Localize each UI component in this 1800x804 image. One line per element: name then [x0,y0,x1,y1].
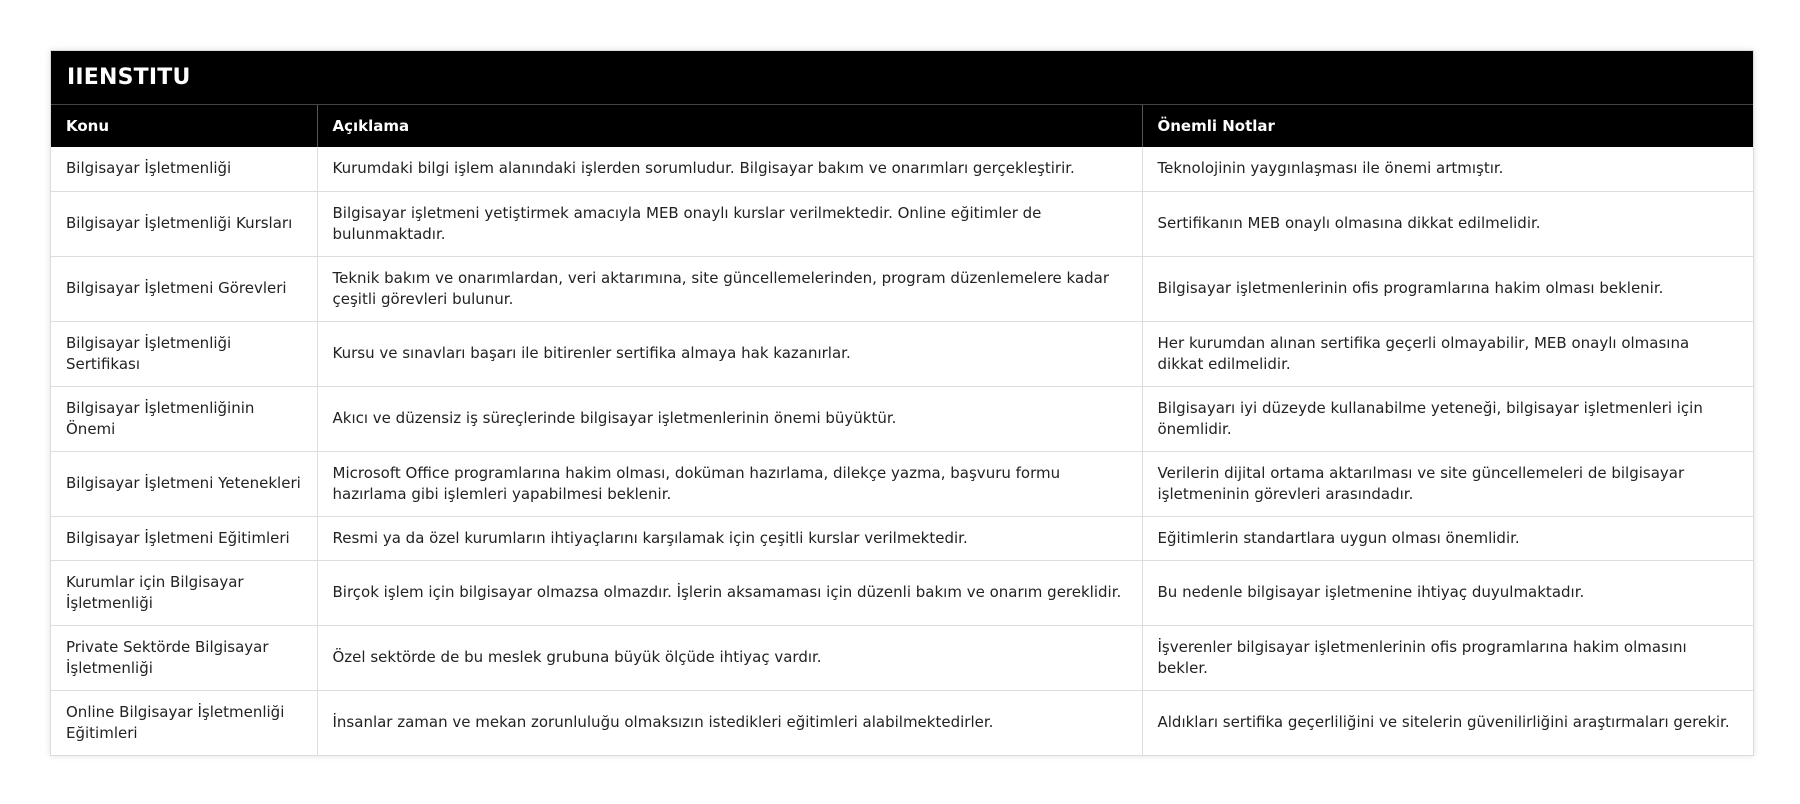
header-onemli-notlar: Önemli Notlar [1142,105,1753,147]
table-row [51,321,1753,386]
header-konu: Konu [51,105,317,147]
cell-aciklama: Özel sektörde de bu meslek grubuna büyük ölçüde ihtiyaç vardır. [317,625,1142,690]
cell-notlar: Bilgisayar işletmenlerinin ofis programlarına hakim olması beklenir. [1142,256,1753,321]
cell-aciklama: Akıcı ve düzensiz iş süreçlerinde bilgisayar işletmenlerinin önemi büyüktür. [317,386,1142,451]
cell-konu: Kurumlar için Bilgisayar İşletmenliği [51,560,317,625]
cell-konu: Bilgisayar İşletmenliği Kursları [51,191,317,256]
table-row [51,516,1753,560]
cell-aciklama: Bilgisayar işletmeni yetiştirmek amacıyla MEB onaylı kurslar verilmektedir. Online eğitimler de bulunmaktadır. [317,191,1142,256]
cell-notlar: Eğitimlerin standartlara uygun olması önemlidir. [1142,516,1753,560]
table-row [51,560,1753,625]
cell-konu: Bilgisayar İşletmeni Eğitimleri [51,516,317,560]
cell-konu: Bilgisayar İşletmeni Görevleri [51,256,317,321]
cell-notlar: Aldıkları sertifika geçerliliğini ve sitelerin güvenilirliğini araştırmaları gerekir. [1157,713,1730,732]
header-aciklama: Açıklama [317,105,1142,147]
cell-aciklama: Birçok işlem için bilgisayar olmazsa olmazdır. İşlerin aksamaması için düzenli bakım ve onarım gereklidir. [317,560,1142,625]
cell-notlar: Bilgisayarı iyi düzeyde kullanabilme yeteneği, bilgisayar işletmenleri için önemlidir. [1142,386,1753,451]
cell-konu: Bilgisayar İşletmenliği [51,147,317,191]
cell-aciklama: Resmi ya da özel kurumların ihtiyaçlarını karşılamak için çeşitli kurslar verilmektedir. [317,516,1142,560]
header-row [51,105,1753,147]
cell-notlar: Sertifikanın MEB onaylı olmasına dikkat edilmelidir. [1142,191,1753,256]
table-title: IIENSTITU [51,51,1753,105]
table-row [51,191,1753,256]
cell-konu: Bilgisayar İşletmenliği Sertifikası [51,321,317,386]
cell-notlar: Teknolojinin yaygınlaşması ile önemi artmıştır. [1142,147,1753,191]
table-row [51,451,1753,516]
cell-konu: Bilgisayar İşletmenliğinin Önemi [51,386,317,451]
cell-aciklama: Teknik bakım ve onarımlardan, veri aktarımına, site güncellemelerinden, program düzenlemelere kadar çeşitli görevleri bulunur. [317,256,1142,321]
cell-aciklama: Kurumdaki bilgi işlem alanındaki işlerden sorumludur. Bilgisayar bakım ve onarımları gerçekleştirir. [317,147,1142,191]
table-row [51,256,1753,321]
cell-aciklama: İnsanlar zaman ve mekan zorunluluğu olmaksızın istedikleri eğitimleri alabilmektedirler. [317,690,1142,755]
data-table [51,105,1753,755]
table-row [51,386,1753,451]
cell-notlar: Her kurumdan alınan sertifika geçerli olmayabilir, MEB onaylı olmasına dikkat edilmelidir. [1142,321,1753,386]
cell-aciklama: Kursu ve sınavları başarı ile bitirenler sertifika almaya hak kazanırlar. [317,321,1142,386]
table-card [50,50,1754,756]
cell-notlar: Bu nedenle bilgisayar işletmenine ihtiyaç duyulmaktadır. [1142,560,1753,625]
cell-konu: Online Bilgisayar İşletmenliği Eğitimleri [51,690,317,755]
cell-notlar: Verilerin dijital ortama aktarılması ve site güncellemeleri de bilgisayar işletmeninin görevleri arasındadır. [1142,451,1753,516]
cell-konu: Private Sektörde Bilgisayar İşletmenliği [51,625,317,690]
cell-konu: Bilgisayar İşletmeni Yetenekleri [51,451,317,516]
table-row [51,147,1753,191]
cell-aciklama: Microsoft Office programlarına hakim olması, doküman hazırlama, dilekçe yazma, başvuru formu hazırlama gibi işlemleri yapabilmesi beklenir. [317,451,1142,516]
cell-notlar: İşverenler bilgisayar işletmenlerinin ofis programlarına hakim olmasını bekler. [1142,625,1753,690]
table-row [51,690,1753,755]
table-row [51,625,1753,690]
